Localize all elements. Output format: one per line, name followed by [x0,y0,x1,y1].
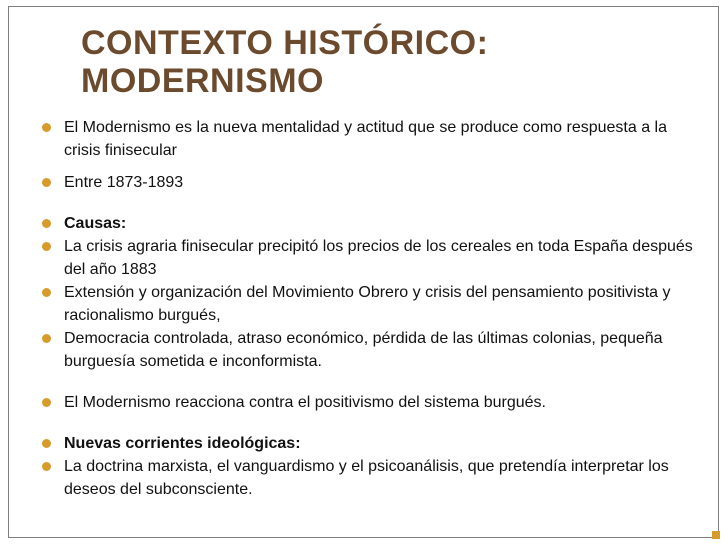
title-line-2: MODERNISMO [81,62,324,100]
title-line-1: CONTEXTO HISTÓRICO: [81,24,489,62]
bullet-text: Extensión y organización del Movimiento Obrero y crisis del pensamiento positivista y racionalismo burgués, [64,284,671,324]
slide-title [81,24,488,100]
bullet-text: El Modernismo es la nueva mentalidad y actitud que se produce como respuesta a la crisis finisecular [64,119,668,159]
bullet-heading-causas: Causas: [64,215,127,232]
bullet-dot-icon [42,334,51,343]
bullet-item [42,281,702,327]
bullet-dot-icon [42,123,51,132]
bullet-dot-icon [42,398,51,407]
bullet-dot-icon [42,178,51,187]
bullet-item [42,327,702,373]
bullet-list [42,116,702,501]
bullet-item [42,432,702,455]
bullet-item [42,116,702,162]
bullet-item [42,235,702,281]
bullet-item [42,455,702,501]
corner-accent [712,531,720,539]
bullet-dot-icon [42,242,51,251]
bullet-dot-icon [42,462,51,471]
bullet-text: La crisis agraria finisecular precipitó los precios de los cereales en toda España después del año 1883 [64,238,693,278]
bullet-text: Entre 1873-1893 [64,174,184,191]
bullet-item [42,212,702,235]
bullet-item [42,171,702,194]
bullet-text: Democracia controlada, atraso económico, pérdida de las últimas colonias, pequeña burguesía sometida e inconformista. [64,330,663,370]
bullet-text: La doctrina marxista, el vanguardismo y el psicoanálisis, que pretendía interpretar los deseos del subconsciente. [64,458,669,498]
bullet-dot-icon [42,439,51,448]
bullet-text: El Modernismo reacciona contra el positivismo del sistema burgués. [64,394,546,411]
bullet-heading-corrientes: Nuevas corrientes ideológicas: [64,435,301,452]
bullet-item [42,391,702,414]
bullet-dot-icon [42,288,51,297]
bullet-dot-icon [42,219,51,228]
